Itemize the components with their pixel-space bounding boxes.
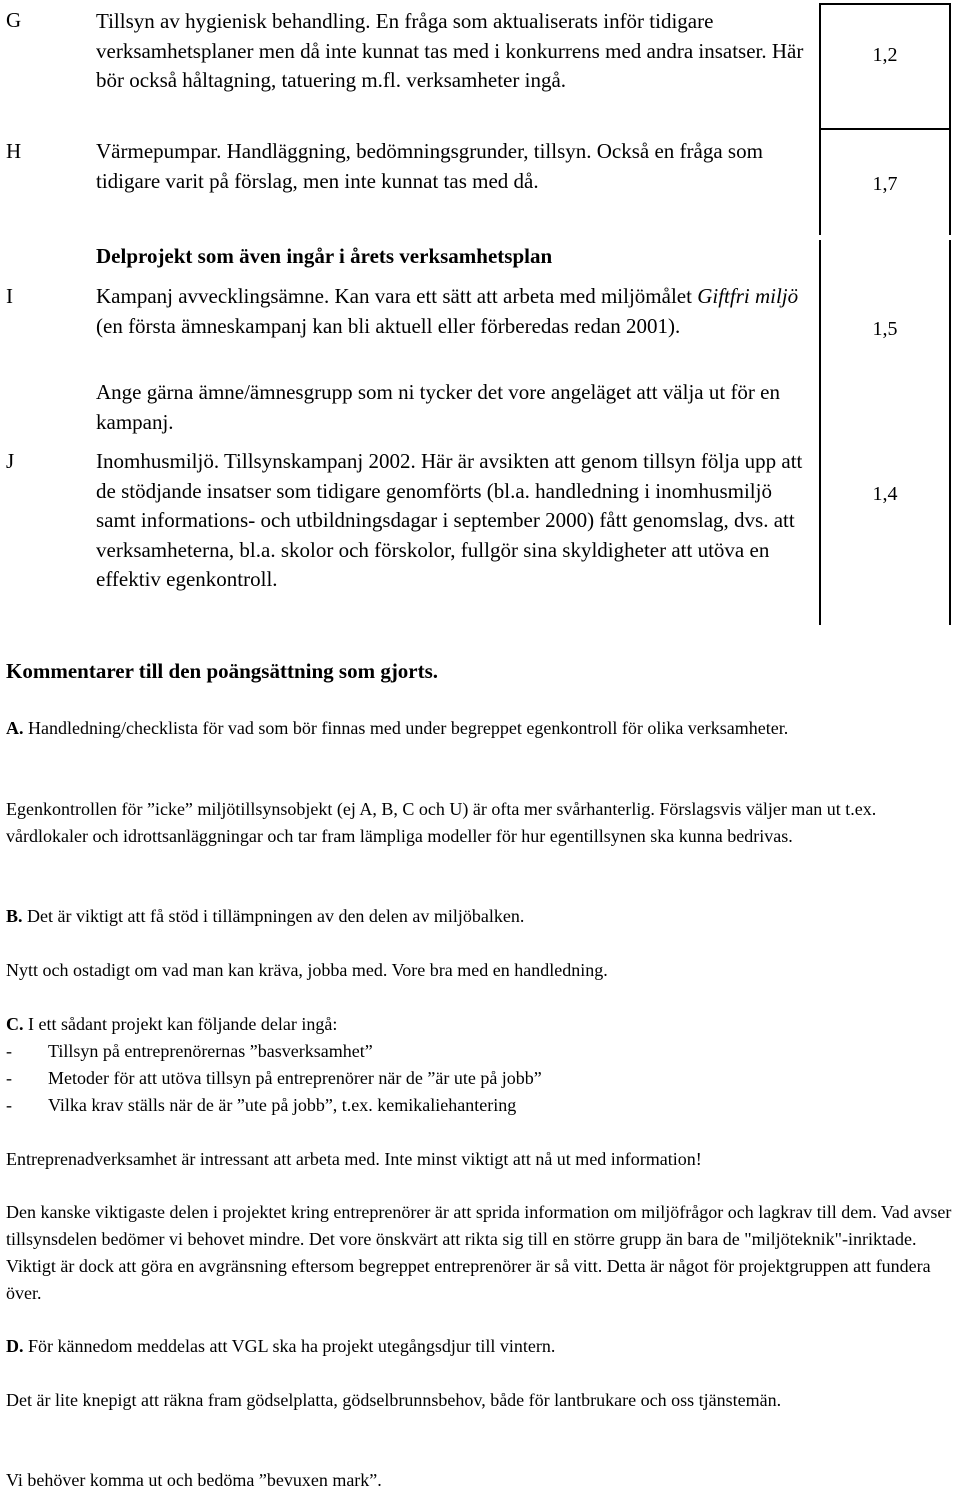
row-text-i-after: (en första ämneskampanj kan bli aktuell eller förberedas redan 2001). [96,313,681,338]
comment-c-bullet-2: - Metoder för att utöva tillsyn på entreprenörer när de ”är ute på jobb” [6,1068,542,1088]
row-letter-g: G [6,8,22,32]
row-text-i [96,282,808,341]
comment-c2: Entreprenadverksamhet är intressant att arbeta med. Inte minst viktigt att nå ut med information! [6,1149,702,1169]
row-score-g: 1,2 [872,44,898,66]
bullet-text: Metoder för att utöva tillsyn på entreprenörer när de ”är ute på jobb” [48,1068,542,1088]
score-column-right-border-lower [949,240,951,625]
row-letter-i: I [6,284,13,308]
comment-b-text: Det är viktigt att få stöd i tillämpningen av den delen av miljöbalken. [22,906,525,926]
row-note-i: Ange gärna ämne/ämnesgrupp som ni tycker det vore angeläget att välja ut för en kampanj. [96,380,780,434]
bullet-text: Vilka krav ställs när de är ”ute på jobb”, t.ex. kemikaliehantering [48,1095,517,1115]
bullet-text: Tillsyn på entreprenörernas ”basverksamhet” [48,1041,373,1061]
row-letter-h: H [6,139,22,163]
comments-heading: Kommentarer till den poängsättning som gjorts. [6,659,439,683]
row-text-i-before: Kampanj avvecklingsämne. Kan vara ett sätt att arbeta med miljömålet [96,284,698,308]
row-text-i-italic: Giftfri miljö [697,284,799,308]
comment-c-text: I ett sådant projekt kan följande delar ingå: [23,1014,338,1034]
comment-a [6,715,956,742]
comment-b2: Nytt och ostadigt om vad man kan kräva, jobba med. Vore bra med en handledning. [6,960,608,980]
row-separator [820,128,951,130]
comment-d-label: D. [6,1336,24,1356]
comment-d-text: För kännedom meddelas att VGL ska ha projekt utegångsdjur till vintern. [23,1336,556,1356]
comment-c-bullet-1: - Tillsyn på entreprenörernas ”basverksamhet” [6,1041,373,1061]
comment-d2: Det är lite knepigt att räkna fram gödselplatta, gödselbrunnsbehov, både för lantbrukare och oss tjänstemän. [6,1390,782,1410]
comment-a2: Egenkontrollen för ”icke” miljötillsynsobjekt (ej A, B, C och U) är ofta mer svårhanterlig. Förslagsvis väljer man ut t.ex. vårdlokaler och idrottsanläggningar och tar fram lämpliga modeller för hur egentillsynen ska kunna bedrivas. [6,799,877,846]
table-top-border [820,3,951,5]
comment-b [6,903,956,930]
comment-c-bullet-3: - Vilka krav ställs när de är ”ute på jobb”, t.ex. kemikaliehantering [6,1095,517,1115]
section-heading: Delprojekt som även ingår i årets verksamhetsplan [96,244,553,268]
comment-c [6,1011,956,1038]
comment-a-label: A. [6,718,24,738]
comment-c3: Den kanske viktigaste delen i projektet kring entreprenörer är att sprida information om miljöfrågor och lagkrav till dem. Vad avser tillsynsdelen bedömer vi behovet mindre. Det vore önskvärt att rikta sig till en större grupp än bara de "miljöteknik"-inriktade. Viktigt är dock att göra en avgränsning eftersom begreppet entreprenörer är så vitt. Detta är något för projektgruppen att fundera över. [6,1202,952,1303]
score-column-right-border [949,3,951,235]
score-column-left-border [819,3,821,235]
row-letter-j: J [6,449,15,473]
row-text-h: Värmepumpar. Handläggning, bedömningsgrunder, tillsyn. Också en fråga som tidigare varit på förslag, men inte kunnat tas med då. [96,139,763,193]
row-score-i: 1,5 [872,318,898,340]
comment-a-text: Handledning/checklista för vad som bör finnas med under begreppet egenkontroll för olika verksamheter. [23,718,789,738]
comment-d [6,1333,956,1360]
row-text-g: Tillsyn av hygienisk behandling. En fråga som aktualiserats inför tidigare verksamhetsplaner men då inte kunnat tas med i konkurrens med andra insatser. Här bör också håltagning, tatuering m.fl. verksamheter ingå. [96,9,804,92]
row-score-j: 1,4 [872,483,898,505]
row-text-j: Inomhusmiljö. Tillsynskampanj 2002. Här är avsikten att genom tillsyn följa upp att de stödjande insatser som tidigare genomförts (bl.a. handledning i inomhusmiljö samt informations- och utbildningsdagar i september 2000) fått genomslag, dvs. att verksamheterna, bl.a. skolor och förskolor, fullgör sina skyldigheter att utöva en effektiv egenkontroll. [96,449,803,591]
comment-d3: Vi behöver komma ut och bedöma ”bevuxen mark”. [6,1470,382,1490]
comment-b-label: B. [6,906,23,926]
score-column-left-border-lower [819,240,821,625]
comment-c-label: C. [6,1014,24,1034]
row-score-h: 1,7 [872,173,898,195]
